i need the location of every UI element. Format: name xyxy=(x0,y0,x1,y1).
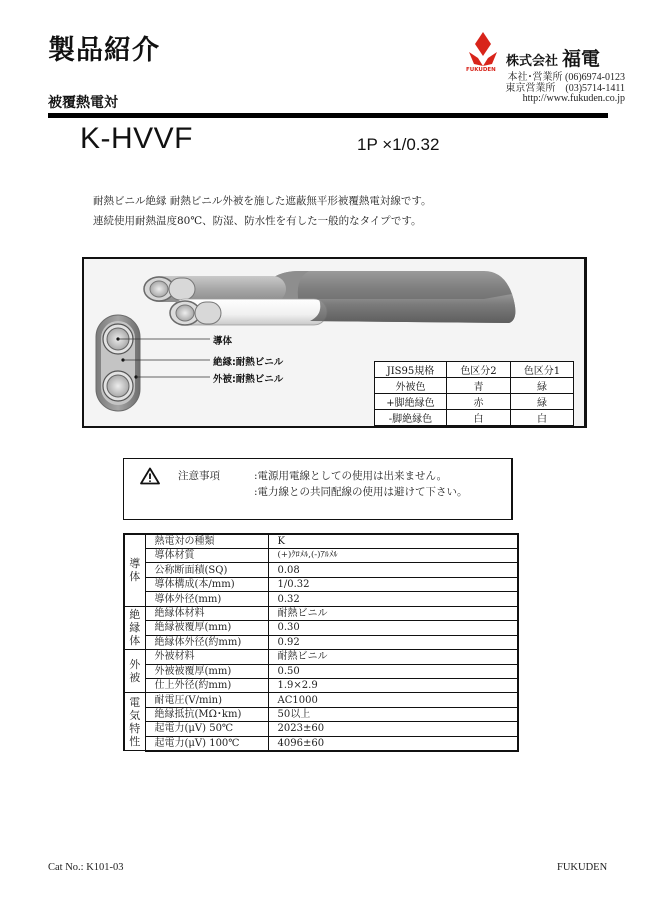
spec-value: AC1000 xyxy=(268,693,518,707)
company-name-prefix: 株式会社 xyxy=(506,54,559,69)
product-description xyxy=(93,191,432,231)
table-row xyxy=(124,664,518,678)
footer-brand: FUKUDEN xyxy=(557,862,608,873)
table-row xyxy=(124,722,518,736)
group-label-insulation: 絶 縁 体 xyxy=(124,606,145,649)
warning-triangle-icon xyxy=(140,467,160,485)
spec-value: 0.32 xyxy=(268,592,518,606)
table-row xyxy=(124,534,518,549)
table-cell: 赤 xyxy=(447,394,511,410)
table-header: 色区分1 xyxy=(511,362,574,378)
spec-value: K xyxy=(268,534,518,549)
table-cell: 緑 xyxy=(511,378,574,394)
spec-value: 耐熱ビニル xyxy=(268,650,518,664)
table-cell: 青 xyxy=(447,378,511,394)
spec-value: 1/0.32 xyxy=(268,577,518,591)
spec-value: 1.9×2.9 xyxy=(268,678,518,692)
description-line: 連続使用耐熱温度80℃、防湿、防水性を有した一般的なタイプです。 xyxy=(93,215,422,227)
contact-website: http://www.fukuden.co.jp xyxy=(522,93,625,104)
table-row xyxy=(124,707,518,721)
table-row xyxy=(124,563,518,577)
header-divider xyxy=(48,113,608,118)
description-line: 耐熱ビニル絶縁 耐熱ビニル外被を施した遮蔽無平形被覆熱電対線です。 xyxy=(93,195,432,207)
company-name xyxy=(506,44,600,71)
spec-label: 絶縁体外径(約mm) xyxy=(145,635,268,649)
cable-figure xyxy=(82,257,587,428)
spec-label: 絶縁被覆厚(mm) xyxy=(145,621,268,635)
page-title: 製品紹介 xyxy=(48,35,160,66)
spec-value: 4096±60 xyxy=(268,736,518,751)
spec-label: 導体材質 xyxy=(145,549,268,563)
spec-label: 公称断面積(SQ) xyxy=(145,563,268,577)
contact-tokyo-office: 東京営業所 (03)5714-1411 xyxy=(505,82,625,94)
table-cell: +脚絶縁色 xyxy=(375,394,447,410)
table-row xyxy=(375,378,574,394)
spec-value: 0.50 xyxy=(268,664,518,678)
spec-value: (+)ｸﾛﾒﾙ,(-)ｱﾙﾒﾙ xyxy=(268,549,518,563)
category-title: 被覆熱電対 xyxy=(48,95,118,111)
table-header-row xyxy=(375,362,574,378)
table-row xyxy=(124,678,518,692)
table-row xyxy=(124,621,518,635)
callout-sheath: 外被:耐熱ビニル xyxy=(213,374,284,385)
spec-value: 2023±60 xyxy=(268,722,518,736)
group-label-electrical: 電 気 特 性 xyxy=(124,693,145,751)
spec-label: 導体外径(mm) xyxy=(145,592,268,606)
spec-label: 起電力(μV) 100℃ xyxy=(145,736,268,751)
table-row xyxy=(124,577,518,591)
table-row xyxy=(124,592,518,606)
spec-label: 耐電圧(V/min) xyxy=(145,693,268,707)
spec-value: 50以上 xyxy=(268,707,518,721)
callout-conductor: 導体 xyxy=(213,336,233,347)
company-name-main: 福電 xyxy=(562,48,601,70)
table-row xyxy=(375,410,574,426)
spec-value: 0.92 xyxy=(268,635,518,649)
spec-label: 起電力(μV) 50℃ xyxy=(145,722,268,736)
catalog-number: Cat No.: K101-03 xyxy=(48,862,124,873)
product-spec: 1P ×1/0.32 xyxy=(357,135,440,154)
caution-notice xyxy=(123,458,513,520)
spec-label: 外被材料 xyxy=(145,650,268,664)
spec-value: 0.08 xyxy=(268,563,518,577)
table-cell: 緑 xyxy=(511,394,574,410)
contact-head-office: 本社･営業所 (06)6974-0123 xyxy=(507,72,625,83)
logo-text: FUKUDEN xyxy=(466,67,496,73)
table-row xyxy=(124,650,518,664)
color-code-table xyxy=(374,361,574,426)
spec-label: 仕上外径(約mm) xyxy=(145,678,268,692)
table-header: 色区分2 xyxy=(447,362,511,378)
table-cell: 外被色 xyxy=(375,378,447,394)
table-row xyxy=(124,635,518,649)
notice-line: :電力線との共同配線の使用は避けて下さい。 xyxy=(254,486,468,498)
callout-insulation: 絶縁:耐熱ビニル xyxy=(213,357,284,368)
table-cell: 白 xyxy=(511,410,574,426)
spec-label: 外被被覆厚(mm) xyxy=(145,664,268,678)
company-logo xyxy=(466,30,626,74)
spec-value: 耐熱ビニル xyxy=(268,606,518,620)
product-model: K-HVVF xyxy=(80,122,194,155)
specification-table xyxy=(123,533,519,752)
table-row xyxy=(124,549,518,563)
group-label-sheath: 外 被 xyxy=(124,650,145,693)
table-row xyxy=(124,693,518,707)
spec-label: 導体構成(本/mm) xyxy=(145,577,268,591)
spec-label: 絶縁体材料 xyxy=(145,606,268,620)
table-cell: -脚絶縁色 xyxy=(375,410,447,426)
spec-label: 熱電対の種類 xyxy=(145,534,268,549)
table-row xyxy=(124,736,518,751)
notice-line: :電源用電線としての使用は出来ません。 xyxy=(254,470,448,482)
table-header: JIS95規格 xyxy=(375,362,447,378)
table-row xyxy=(124,606,518,620)
table-cell: 白 xyxy=(447,410,511,426)
table-row xyxy=(375,394,574,410)
spec-value: 0.30 xyxy=(268,621,518,635)
notice-title: 注意事項 xyxy=(178,470,220,482)
notice-lines xyxy=(254,468,468,500)
spec-label: 絶縁抵抗(MΩ･km) xyxy=(145,707,268,721)
contact-info xyxy=(495,73,625,105)
group-label-conductor: 導 体 xyxy=(124,534,145,606)
